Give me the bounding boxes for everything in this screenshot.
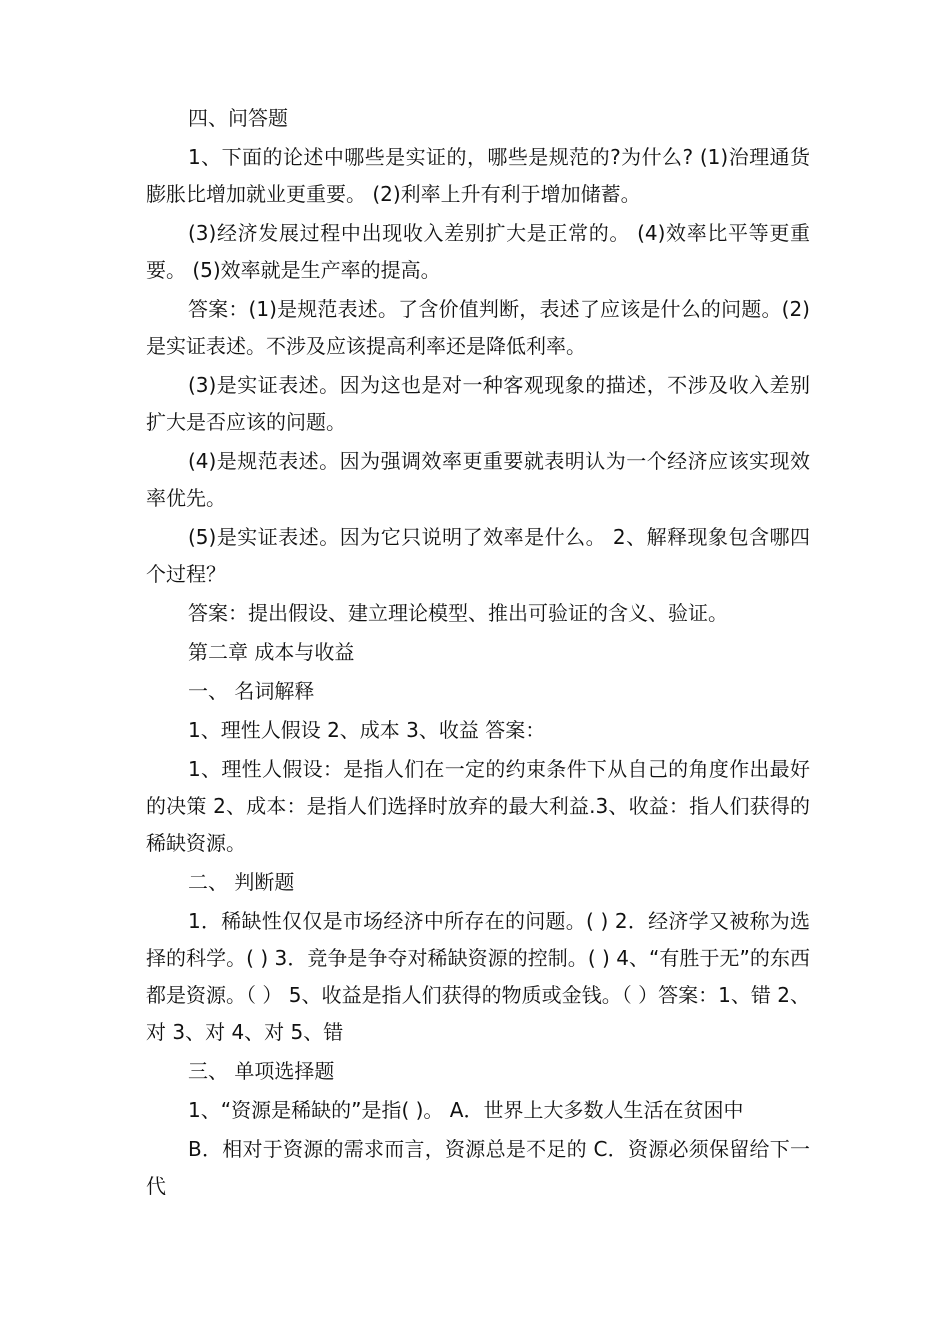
terms-answers: 1、理性人假设：是指人们在一定的约束条件下从自己的角度作出最好的决策 2、成本：是指人们选择时放弃的最大利益.3、收益：指人们获得的稀缺资源。 [146, 757, 810, 855]
choice-question-1-options: B．相对于资源的需求而言，资源总是不足的 C．资源必须保留给下一代 [146, 1137, 810, 1198]
answer-1-part-4: (4)是规范表述。因为强调效率更重要就表明认为一个经济应该实现效率优先。 [146, 449, 810, 510]
choice-question-1: 1、“资源是稀缺的”是指( )。 A．世界上大多数人生活在贫困中 [188, 1098, 744, 1122]
answer-2: 答案：提出假设、建立理论模型、推出可验证的含义、验证。 [188, 601, 728, 625]
question-1-continued: (3)经济发展过程中出现收入差别扩大是正常的。 (4)效率比平等更重要。 (5)效率就是生产率的提高。 [146, 221, 810, 282]
section-heading-terms: 一、 名词解释 [188, 679, 315, 703]
section-heading-true-false: 二、 判断题 [188, 870, 295, 894]
answer-1-part-5-and-question-2: (5)是实证表述。因为它只说明了效率是什么。 2、解释现象包含哪四个过程？ [146, 525, 810, 586]
answer-1-part-1: 答案：(1)是规范表述。了含价值判断，表述了应该是什么的问题。(2)是实证表述。不涉及应该提高利率还是降低利率。 [146, 297, 810, 358]
section-heading-single-choice: 三、 单项选择题 [188, 1059, 335, 1083]
chapter-title: 第二章 成本与收益 [188, 640, 355, 664]
terms-list: 1、理性人假设 2、成本 3、收益 答案： [188, 718, 546, 742]
answer-1-part-3: (3)是实证表述。因为这也是对一种客观现象的描述，不涉及收入差别扩大是否应该的问题。 [146, 373, 810, 434]
document-page [146, 100, 810, 1207]
section-heading-qa: 四、问答题 [188, 106, 288, 130]
question-1-text: 1、下面的论述中哪些是实证的，哪些是规范的?为什么? (1)治理通货膨胀比增加就业更重要。 (2)利率上升有利于增加储蓄。 [146, 145, 810, 206]
true-false-questions: 1．稀缺性仅仅是市场经济中所存在的问题。( ) 2．经济学又被称为选择的科学。( ) 3．竞争是争夺对稀缺资源的控制。( ) 4、“有胜于无”的东西都是资源。（ ） 5、收益是指人们获得的物质或金钱。（ ）答案：1、错 2、对 3、对 4、对 5、错 [146, 909, 810, 1044]
